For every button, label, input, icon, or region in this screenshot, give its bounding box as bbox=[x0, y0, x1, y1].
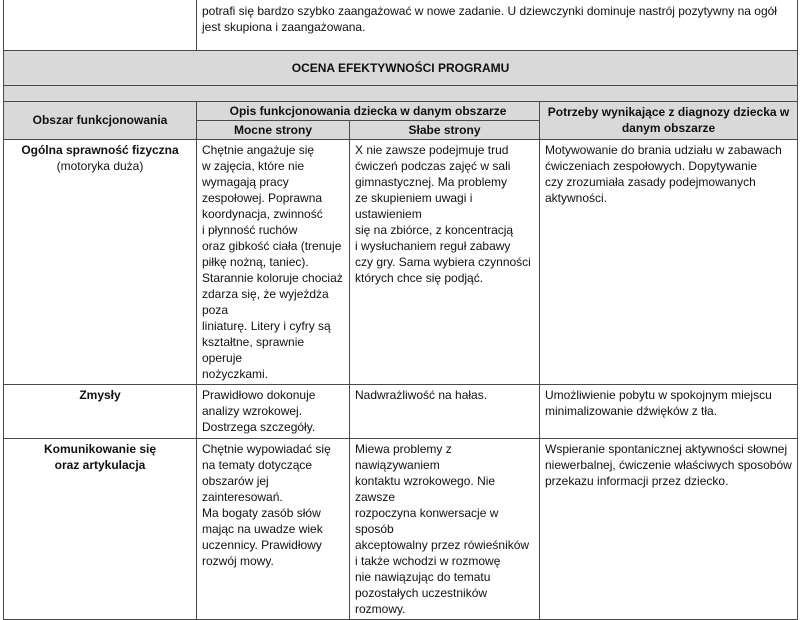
area-cell bbox=[4, 438, 197, 619]
header-needs: Potrzeby wynikające z diagnozy dziecka w danym obszarze bbox=[540, 101, 798, 139]
header-area: Obszar funkcjonowania bbox=[4, 101, 197, 139]
header-row-1 bbox=[4, 101, 798, 120]
weaknesses-cell: Nadwrażliwość na hałas. bbox=[350, 384, 540, 438]
header-strengths: Mocne strony bbox=[197, 120, 350, 139]
strengths-cell: Chętnie wypowiadać się na tematy dotyczące obszarów jej zainteresowań. Ma bogaty zasób słów mając na uwadze wiek uczennicy. Prawidłowy rozwój mowy. bbox=[197, 438, 350, 619]
header-weaknesses: Słabe strony bbox=[350, 120, 540, 139]
strengths-cell: Chętnie angażuje się w zajęcia, które nie wymagają pracy zespołowej. Poprawna koordynacja, zwinność i płynność ruchów oraz gibkość ciała (trenuje piłkę nożną, taniec). Starannie koloruje chociaż zdarza się, że wyjeżdża poza liniaturę. Litery i cyfry są kształtne, sprawnie operuje nożyczkami. bbox=[197, 139, 350, 384]
area-cell bbox=[4, 139, 197, 384]
needs-cell: Wspieranie spontanicznej aktywności słownej niewerbalnej, ćwiczenie właściwych sposobów przekazu informacji przez dziecko. bbox=[540, 438, 798, 619]
table-row bbox=[4, 438, 798, 619]
weaknesses-cell: Miewa problemy z nawiązywaniem kontaktu wzrokowego. Nie zawsze rozpoczyna konwersacje w sposób akceptowalny przez rówieśników i także wchodzi w rozmowę nie nawiązując do tematu pozostałych uczestników rozmowy. bbox=[350, 438, 540, 619]
continuation-empty-cell bbox=[4, 0, 197, 50]
area-subtitle: (motoryka duża) bbox=[56, 158, 144, 173]
needs-cell: Motywowanie do brania udziału w zabawach ćwiczeniach zespołowych. Dopytywanie czy zrozumiała zasady podejmowanych aktywności. bbox=[540, 139, 798, 384]
area-name: Komunikowanie się oraz artykulacja bbox=[43, 441, 157, 472]
section-spacer bbox=[4, 85, 798, 101]
area-cell bbox=[4, 384, 197, 438]
section-title-row bbox=[4, 50, 798, 85]
section-spacer-row bbox=[4, 85, 798, 101]
table-row bbox=[4, 139, 798, 384]
header-description: Opis funkcjonowania dziecka w danym obszarze bbox=[197, 101, 540, 120]
continuation-row bbox=[4, 0, 798, 50]
section-title: OCENA EFEKTYWNOŚCI PROGRAMU bbox=[4, 50, 798, 85]
area-name: Zmysły bbox=[79, 387, 121, 402]
strengths-cell: Prawidłowo dokonuje analizy wzrokowej. Dostrzega szczegóły. bbox=[197, 384, 350, 438]
evaluation-table bbox=[3, 0, 798, 620]
weaknesses-cell: X nie zawsze podejmuje trud ćwiczeń podczas zajęć w sali gimnastycznej. Ma problemy ze skupieniem uwagi i ustawieniem się na zbiórce, z koncentracją i wysłuchaniem reguł zabawy czy gry. Sama wybiera czynności których chce się podjąć. bbox=[350, 139, 540, 384]
table-row bbox=[4, 384, 798, 438]
needs-cell: Umożliwienie pobytu w spokojnym miejscu minimalizowanie dźwięków z tła. bbox=[540, 384, 798, 438]
continuation-text: potrafi się bardzo szybko zaangażować w nowe zadanie. U dziewczynki dominuje nastrój pozytywny na ogół jest skupiona i zaangażowana. bbox=[197, 0, 798, 50]
area-name: Ogólna sprawność fizyczna bbox=[21, 142, 179, 157]
